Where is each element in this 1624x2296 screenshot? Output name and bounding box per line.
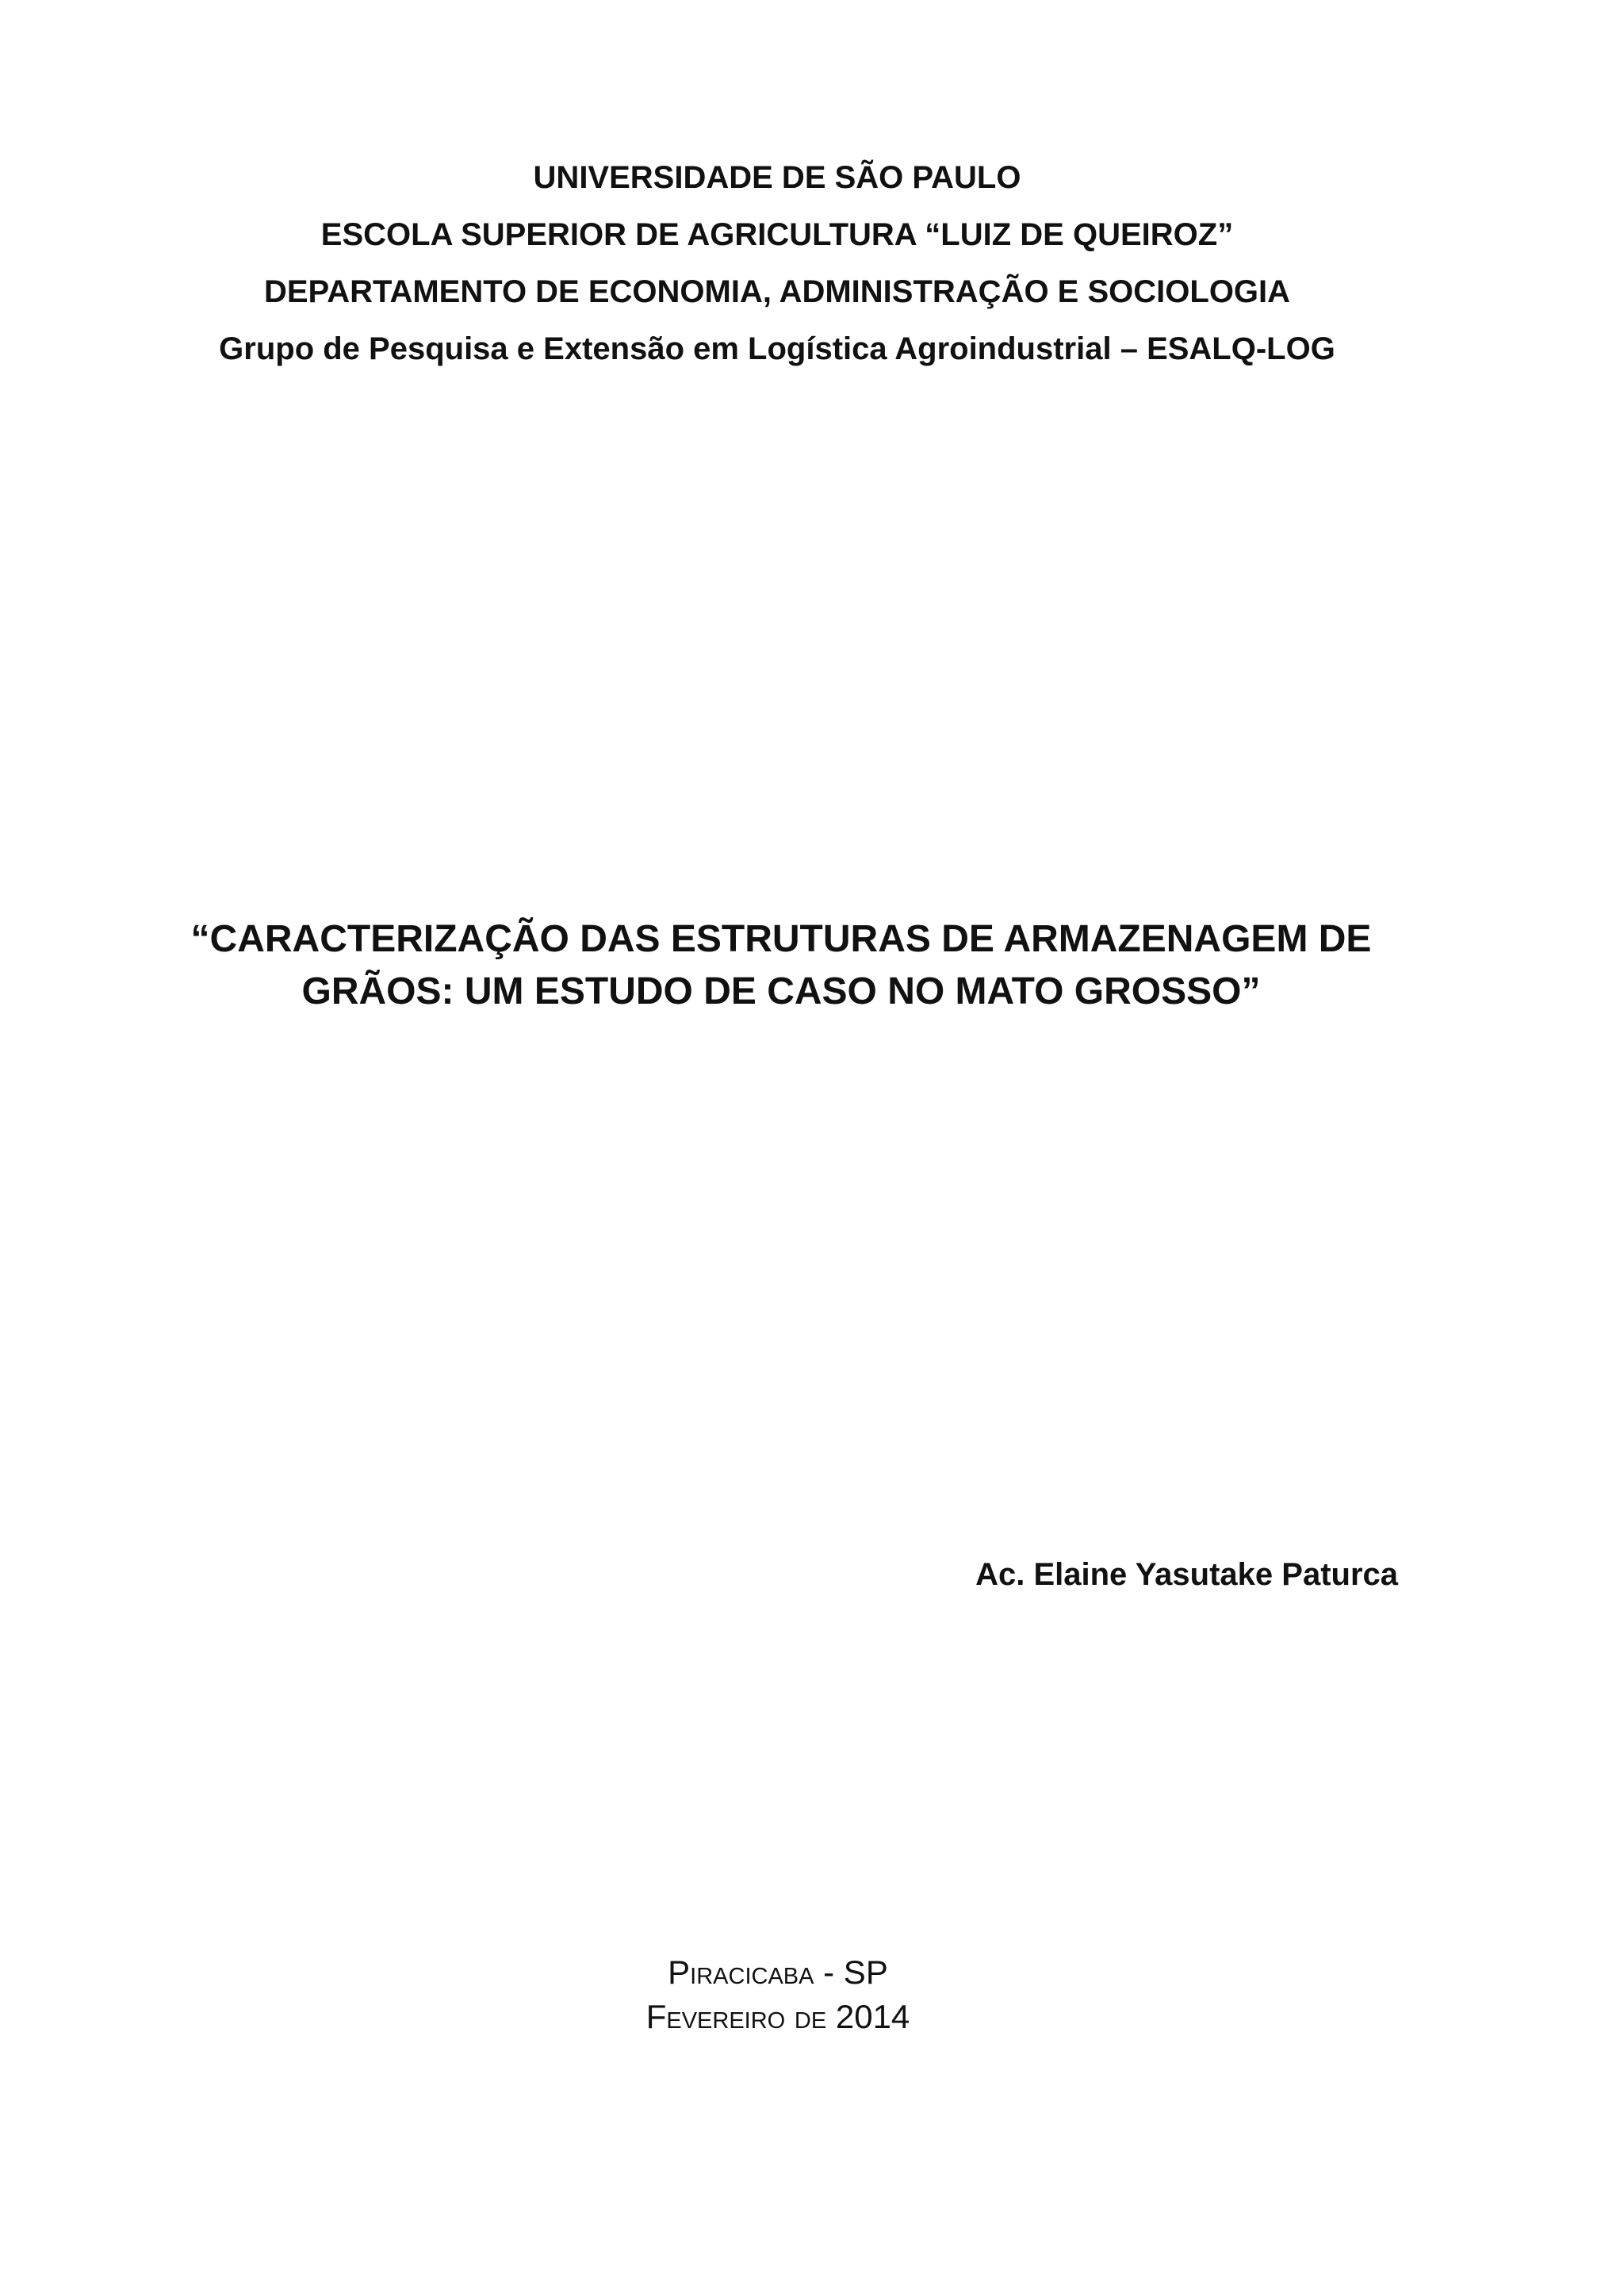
department-name: DEPARTAMENTO DE ECONOMIA, ADMINISTRAÇÃO E SOCIOLOGIA [263,274,1291,309]
research-group-name: Grupo de Pesquisa e Extensão em Logística Agroindustrial – ESALQ-LOG [219,331,1335,366]
date: Fevereiro de 2014 [645,1998,910,2035]
place-and-date [0,1950,1556,2039]
title-line-1: “CARACTERIZAÇÃO DAS ESTRUTURAS DE ARMAZENAGEM DE [190,918,1372,960]
place: Piracicaba - SP [668,1954,888,1991]
title-line-2: GRÃOS: UM ESTUDO DE CASO NO MATO GROSSO” [301,970,1261,1012]
university-name: UNIVERSIDADE DE SÃO PAULO [533,160,1021,195]
school-name: ESCOLA SUPERIOR DE AGRICULTURA “LUIZ DE QUEIROZ” [320,217,1234,252]
document-title [0,913,1562,1018]
author-name: Ac. Elaine Yasutake Paturca [975,1557,1398,1592]
institution-header [0,149,1554,377]
